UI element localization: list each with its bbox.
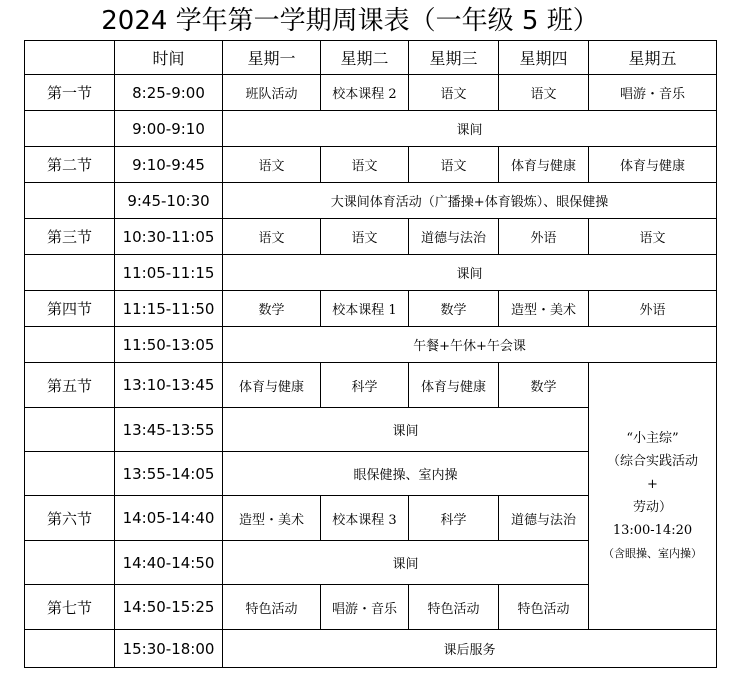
period-label	[25, 327, 115, 363]
period-label: 第三节	[25, 219, 115, 255]
time-cell: 8:25-9:00	[115, 75, 223, 111]
table-row	[25, 75, 717, 111]
table-row	[25, 363, 717, 408]
class-cell: 语文	[589, 219, 717, 255]
period-label	[25, 541, 115, 585]
class-cell: 体育与健康	[499, 147, 589, 183]
class-cell: 体育与健康	[409, 363, 499, 408]
period-label	[25, 630, 115, 668]
header-day: 星期三	[409, 41, 499, 75]
class-cell: 语文	[409, 75, 499, 111]
time-cell: 9:10-9:45	[115, 147, 223, 183]
time-cell: 9:00-9:10	[115, 111, 223, 147]
table-row	[25, 111, 717, 147]
time-cell: 15:30-18:00	[115, 630, 223, 668]
timetable	[24, 40, 717, 668]
period-label: 第一节	[25, 75, 115, 111]
friday-block-line: 13:00-14:20	[612, 523, 693, 538]
time-cell: 14:05-14:40	[115, 496, 223, 541]
class-cell: 语文	[409, 147, 499, 183]
friday-block-line: （综合实践活动	[606, 454, 698, 469]
class-cell: 特色活动	[499, 585, 589, 630]
class-cell: 唱游・音乐	[589, 75, 717, 111]
class-cell: 体育与健康	[589, 147, 717, 183]
class-cell: 特色活动	[223, 585, 321, 630]
class-cell: 语文	[499, 75, 589, 111]
friday-block-line: 劳动）	[632, 500, 672, 515]
header-day: 星期一	[223, 41, 321, 75]
class-cell: 唱游・音乐	[321, 585, 409, 630]
class-cell: 外语	[589, 291, 717, 327]
header-day: 星期二	[321, 41, 409, 75]
friday-block-line: “小主综”	[626, 431, 679, 446]
class-cell: 语文	[223, 219, 321, 255]
class-cell: 科学	[409, 496, 499, 541]
class-cell: 造型・美术	[499, 291, 589, 327]
table-row	[25, 183, 717, 219]
period-label: 第五节	[25, 363, 115, 408]
time-cell: 13:10-13:45	[115, 363, 223, 408]
span-cell: 课间	[223, 541, 589, 585]
period-label: 第二节	[25, 147, 115, 183]
header-time: 时间	[115, 41, 223, 75]
class-cell: 校本课程 3	[321, 496, 409, 541]
page-title: 2024 学年第一学期周课表（一年级 5 班）	[101, 6, 599, 36]
period-label	[25, 183, 115, 219]
header-day: 星期四	[499, 41, 589, 75]
time-cell: 11:15-11:50	[115, 291, 223, 327]
period-label	[25, 111, 115, 147]
span-cell: 午餐+午休+午会课	[223, 327, 717, 363]
time-cell: 13:55-14:05	[115, 452, 223, 496]
class-cell: 体育与健康	[223, 363, 321, 408]
header-day: 星期五	[589, 41, 717, 75]
time-cell: 14:50-15:25	[115, 585, 223, 630]
class-cell: 班队活动	[223, 75, 321, 111]
time-cell: 11:50-13:05	[115, 327, 223, 363]
class-cell: 语文	[321, 219, 409, 255]
time-cell: 9:45-10:30	[115, 183, 223, 219]
friday-afternoon-block	[589, 363, 717, 630]
span-cell: 大课间体育活动（广播操+体育锻炼）、眼保健操	[223, 183, 717, 219]
class-cell: 特色活动	[409, 585, 499, 630]
class-cell: 校本课程 2	[321, 75, 409, 111]
time-cell: 14:40-14:50	[115, 541, 223, 585]
table-row	[25, 630, 717, 668]
table-row	[25, 327, 717, 363]
span-cell: 课间	[223, 111, 717, 147]
period-label: 第四节	[25, 291, 115, 327]
class-cell: 道德与法治	[409, 219, 499, 255]
class-cell: 道德与法治	[499, 496, 589, 541]
table-row	[25, 219, 717, 255]
period-label	[25, 255, 115, 291]
header-blank	[25, 41, 115, 75]
class-cell: 校本课程 1	[321, 291, 409, 327]
period-label: 第七节	[25, 585, 115, 630]
friday-block-note: （含眼操、室内操）	[603, 547, 702, 560]
class-cell: 语文	[223, 147, 321, 183]
class-cell: 数学	[223, 291, 321, 327]
header-row	[25, 41, 717, 75]
time-cell: 11:05-11:15	[115, 255, 223, 291]
table-row	[25, 147, 717, 183]
table-row	[25, 255, 717, 291]
period-label	[25, 452, 115, 496]
class-cell: 科学	[321, 363, 409, 408]
time-cell: 10:30-11:05	[115, 219, 223, 255]
period-label: 第六节	[25, 496, 115, 541]
span-cell: 课间	[223, 255, 717, 291]
class-cell: 语文	[321, 147, 409, 183]
span-cell: 眼保健操、室内操	[223, 452, 589, 496]
period-label	[25, 408, 115, 452]
table-row	[25, 291, 717, 327]
class-cell: 数学	[409, 291, 499, 327]
span-cell: 课后服务	[223, 630, 717, 668]
span-cell: 课间	[223, 408, 589, 452]
class-cell: 数学	[499, 363, 589, 408]
class-cell: 外语	[499, 219, 589, 255]
time-cell: 13:45-13:55	[115, 408, 223, 452]
friday-block-line: +	[647, 477, 658, 492]
class-cell: 造型・美术	[223, 496, 321, 541]
